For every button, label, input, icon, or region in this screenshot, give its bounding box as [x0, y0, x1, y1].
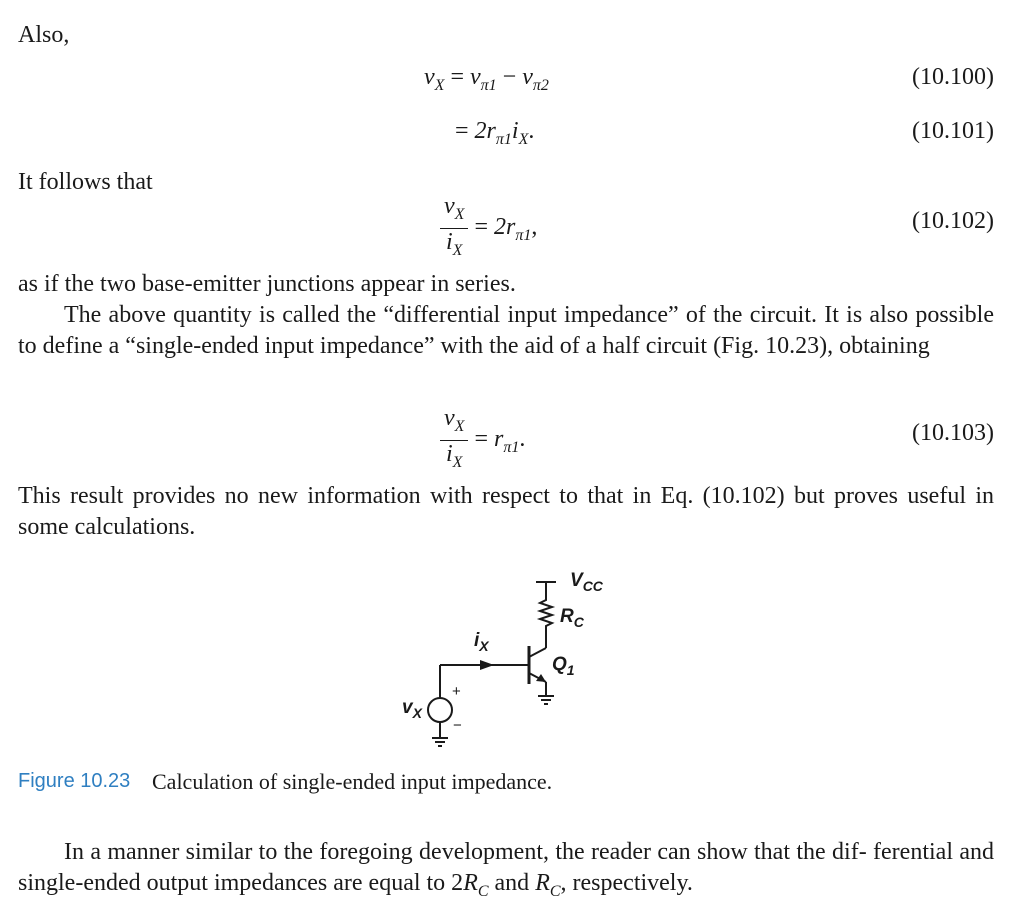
text-also: Also,	[18, 22, 70, 48]
half-circuit-figure	[0, 560, 1024, 770]
paragraph-differential-impedance: The above quantity is called the “differential input impedance” of the circuit. It is also possible to define a “single-ended input impedance” with the aid of a half circuit (Fig. 10.23), obtaining	[18, 302, 994, 359]
figure-caption-text: Calculation of single-ended input impedance.	[152, 769, 553, 794]
label-vx: $v_X$	[402, 697, 422, 721]
equation-10-101: = $2r_{\pi 1}i_X$.	[455, 118, 535, 148]
label-rc: $R_C$	[560, 606, 584, 630]
label-plus: +	[452, 683, 461, 700]
equation-number-10-101: (10.101)	[912, 118, 994, 144]
label-ix: $i_X$	[474, 630, 489, 654]
equation-10-102: $\frac{v_X}{i_X}$ = $2r_{\pi 1}$,	[440, 193, 537, 264]
figure-caption-label: Figure 10.23	[18, 770, 131, 792]
paragraph-output-impedance: In a manner similar to the foregoing development, the reader can show that the dif- ferential and single-ended output impedances are equal to $2R_C$ and $R_C$, respectively.	[18, 839, 994, 900]
ix-arrow	[480, 660, 494, 670]
equation-10-100: $v_X = v_{\pi 1} - v_{\pi 2}$	[424, 64, 549, 94]
equation-number-10-100: (10.100)	[912, 64, 994, 90]
resistor-rc	[540, 596, 552, 632]
text-it-follows: It follows that	[18, 169, 153, 195]
text-series: as if the two base-emitter junctions appear in series.	[18, 271, 516, 297]
equation-number-10-103: (10.103)	[912, 420, 994, 446]
q1-collector	[529, 648, 546, 657]
voltage-source-vx	[428, 698, 452, 722]
equation-number-10-102: (10.102)	[912, 208, 994, 234]
equation-10-103: $\frac{v_X}{i_X}$ = $r_{\pi 1}$.	[440, 405, 525, 476]
paragraph-result: This result provides no new information with respect to that in Eq. (10.102) but proves useful in some calculations.	[18, 483, 994, 540]
label-q1: $Q_1$	[552, 654, 575, 678]
label-vcc: $V_{CC}$	[570, 570, 603, 594]
label-minus: −	[453, 717, 462, 734]
